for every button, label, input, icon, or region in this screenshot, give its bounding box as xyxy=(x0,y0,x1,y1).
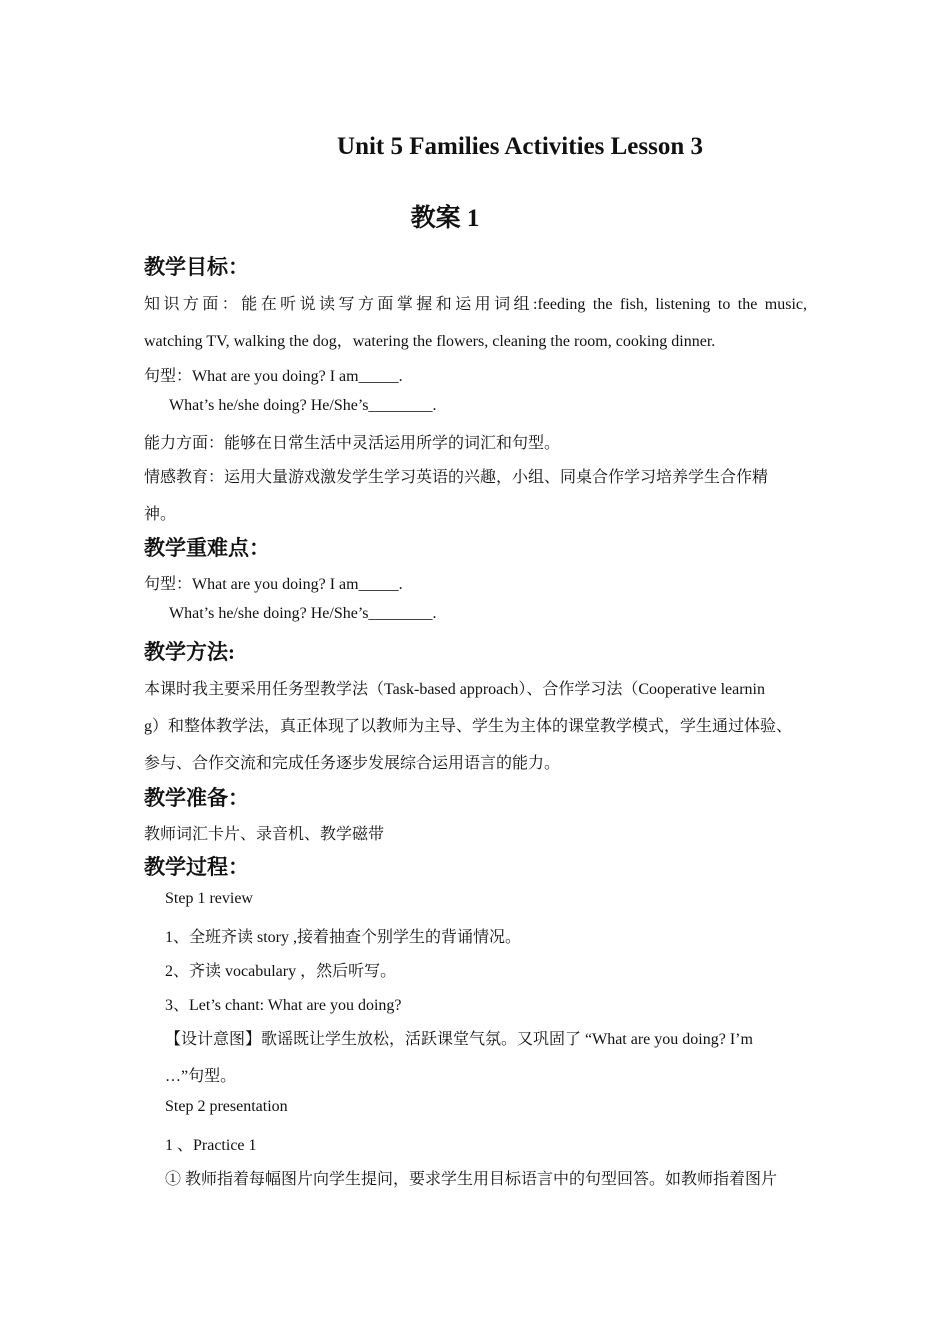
knowledge-line-1: 知识方面：能在听说读写方面掌握和运用词组:feeding the fish, listening to the music, xyxy=(144,296,807,313)
process-heading: 教学过程： xyxy=(144,855,249,879)
knowledge-line-2: watching TV, walking the dog，watering the flowers, cleaning the room, cooking dinner. xyxy=(144,333,716,350)
step-1-item-2: 2、齐读 vocabulary ，然后听写。 xyxy=(165,963,397,980)
design-intent-line-2: …”句型。 xyxy=(165,1068,237,1085)
step-2-title: Step 2 presentation xyxy=(165,1098,288,1115)
pattern-line-2: What’s he/she doing? He/She’s________. xyxy=(169,397,437,414)
key-pattern-line-1: 句型：What are you doing? I am_____. xyxy=(144,576,403,593)
methods-line-2: g）和整体教学法，真正体现了以教师为主导、学生为主体的课堂教学模式，学生通过体验、 xyxy=(144,718,793,735)
emotion-line-1: 情感教育：运用大量游戏激发学生学习英语的兴趣，小组、同桌合作学习培养学生合作精 xyxy=(144,469,769,486)
document-subtitle: 教案 1 xyxy=(410,205,480,232)
preparation-heading: 教学准备： xyxy=(144,786,249,810)
methods-line-3: 参与、合作交流和完成任务逐步发展综合运用语言的能力。 xyxy=(144,755,561,772)
practice-1-item: ① 教师指着每幅图片向学生提问，要求学生用目标语言中的句型回答。如教师指着图片 xyxy=(165,1171,778,1188)
design-intent-line-1: 【设计意图】歌谣既让学生放松，活跃课堂气氛。又巩固了 “What are you doing? I’m xyxy=(165,1031,753,1048)
methods-line-1: 本课时我主要采用任务型教学法（Task-based approach）、合作学习法（Cooperative learnin xyxy=(144,681,765,698)
step-1-item-3: 3、Let’s chant: What are you doing? xyxy=(165,997,402,1014)
emotion-line-2: 神。 xyxy=(144,506,177,523)
step-1-title: Step 1 review xyxy=(165,890,253,907)
methods-heading: 教学方法: xyxy=(144,640,235,664)
practice-1-title: 1 、Practice 1 xyxy=(165,1137,257,1154)
pattern-line-1: 句型：What are you doing? I am_____. xyxy=(144,368,403,385)
step-1-item-1: 1、全班齐读 story ,接着抽查个别学生的背诵情况。 xyxy=(165,929,522,946)
objectives-heading: 教学目标： xyxy=(144,255,249,279)
key-pattern-line-2: What’s he/she doing? He/She’s________. xyxy=(169,605,437,622)
key-points-heading: 教学重难点： xyxy=(144,536,270,560)
preparation-text: 教师词汇卡片、录音机、教学磁带 xyxy=(144,826,385,843)
document-title: Unit 5 Families Activities Lesson 3 xyxy=(337,133,703,160)
ability-line: 能力方面：能够在日常生活中灵活运用所学的词汇和句型。 xyxy=(144,435,561,452)
